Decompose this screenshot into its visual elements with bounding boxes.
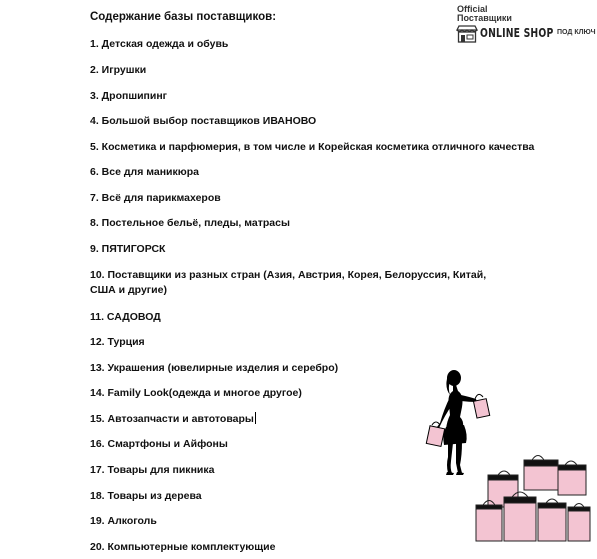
supplier-item-13: 13. Украшения (ювелирные изделия и серебро) [90,362,339,374]
woman-with-shopping-bags-illustration [420,365,592,555]
supplier-item-14: 14. Family Look(одежда и многое другое) [90,387,302,399]
supplier-item-15 [90,412,256,427]
document-heading: Содержание базы поставщиков: [90,11,277,23]
supplier-item-20: 20. Компьютерные комплектующие [90,541,276,553]
supplier-item-17: 17. Товары для пикника [90,464,215,476]
supplier-item-9: 9. ПЯТИГОРСК [90,243,166,255]
supplier-item-2: 2. Игрушки [90,64,147,76]
logo-online-shop-text: ONLINE SHOP [480,26,554,40]
supplier-item-11: 11. САДОВОД [90,311,161,323]
supplier-item-8: 8. Постельное бельё, пледы, матрасы [90,217,290,229]
supplier-item-5: 5. Косметика и парфюмерия, в том числе и Корейская косметика отличного качества [90,141,535,153]
supplier-item-6: 6. Все для маникюра [90,166,199,178]
supplier-item-4: 4. Большой выбор поставщиков ИВАНОВО [90,115,317,127]
shopping-bag-pile [476,456,590,542]
supplier-item-12: 12. Турция [90,336,145,348]
supplier-item-3: 3. Дропшипинг [90,90,168,102]
supplier-item-1: 1. Детская одежда и обувь [90,38,229,50]
brand-logo [455,4,595,44]
supplier-item-19: 19. Алкоголь [90,515,157,527]
text-cursor [255,412,256,424]
logo-pod-klyuch-text: ПОД КЛЮЧ [557,29,596,36]
logo-official-text: Official [457,4,488,14]
shop-storefront-icon [456,25,478,43]
supplier-item-7: 7. Всё для парикмахеров [90,192,221,204]
logo-postavshiki-text: Поставщики [457,13,512,23]
supplier-item-16: 16. Смартфоны и Айфоны [90,438,228,450]
woman-silhouette [437,370,477,475]
supplier-item-10: 10. Поставщики из разных стран (Азия, Австрия, Корея, Белоруссия, Китай, США и другие) [90,269,487,296]
supplier-item-15-text: 15. Автозапчасти и автотовары [90,413,254,425]
supplier-item-18: 18. Товары из дерева [90,490,202,502]
